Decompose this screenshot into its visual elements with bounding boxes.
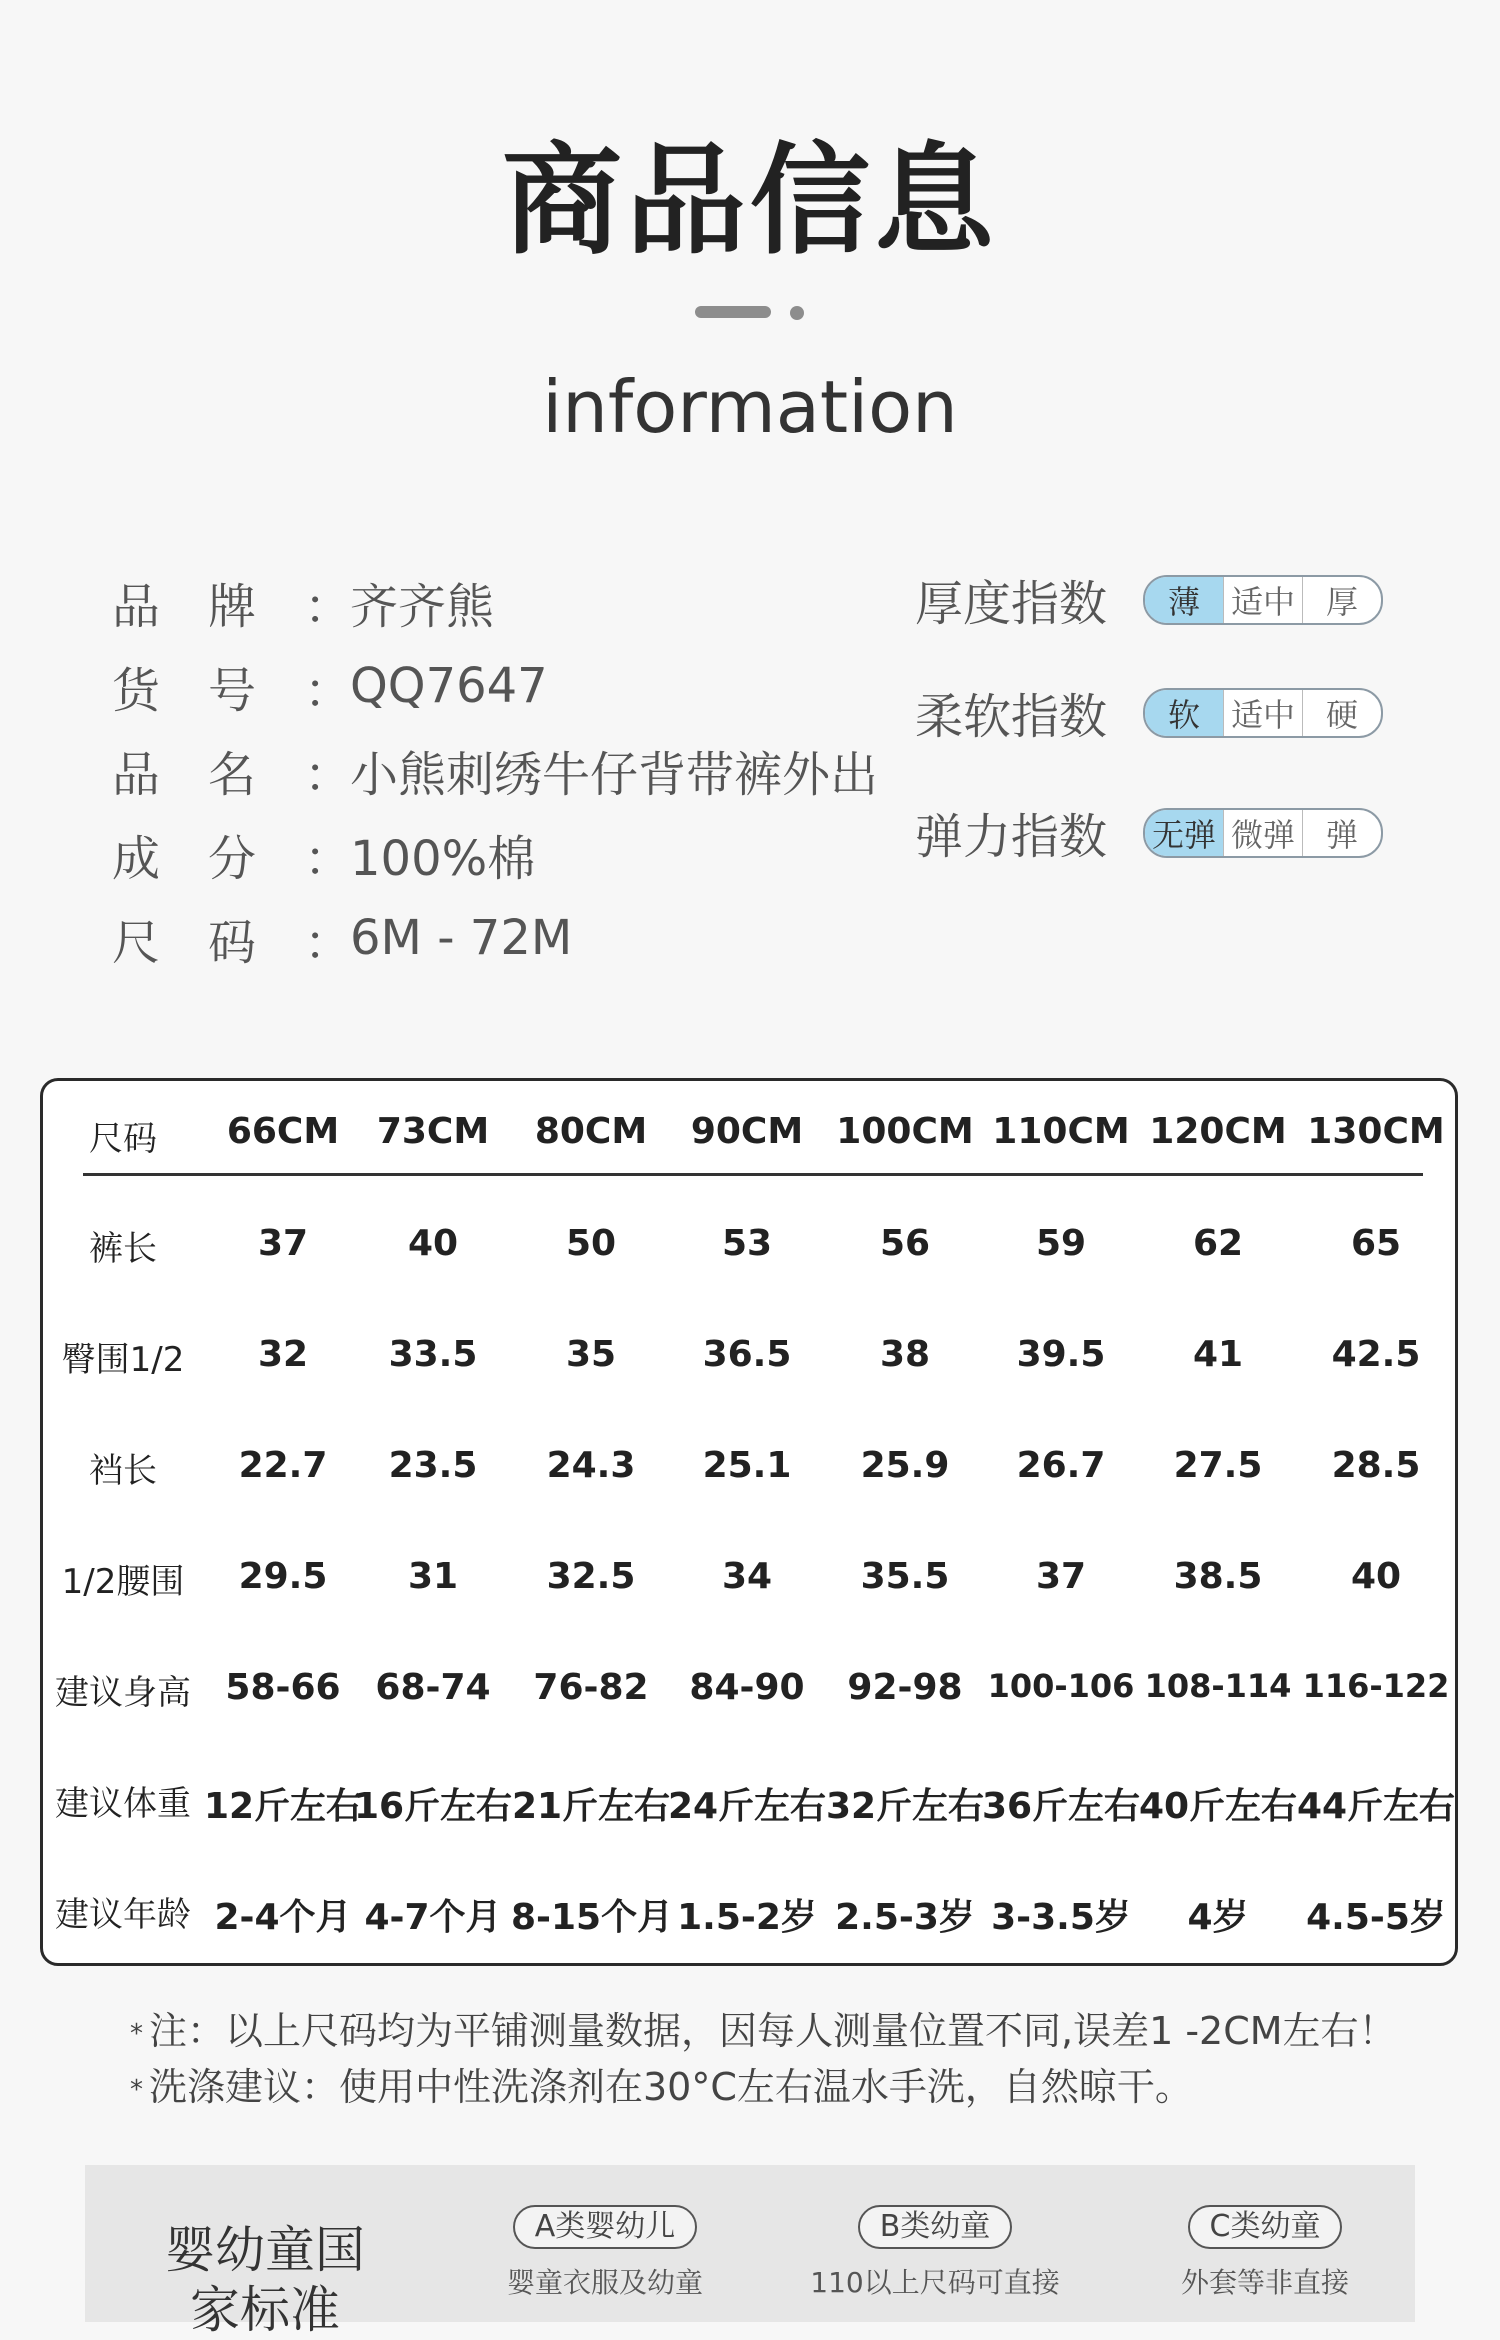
index-option: 适中 bbox=[1224, 690, 1303, 736]
index-option: 硬 bbox=[1325, 695, 1358, 734]
note-washing bbox=[130, 2056, 1397, 2112]
table-cell: 40 bbox=[407, 1223, 459, 1264]
info-key-char: 号 bbox=[208, 662, 257, 719]
table-cell: 53 bbox=[721, 1223, 773, 1264]
info-row-brand bbox=[112, 560, 878, 644]
table-column-header: 120CM bbox=[1149, 1111, 1287, 1152]
table-column-header: 110CM bbox=[992, 1111, 1130, 1152]
info-key-char: 尺 bbox=[112, 914, 161, 971]
table-cell: 4-7个月 bbox=[364, 1897, 502, 1938]
table-row-label: 裤长 bbox=[89, 1229, 157, 1269]
table-column-header: 80CM bbox=[534, 1111, 648, 1152]
index-label: 厚度指数 bbox=[915, 576, 1108, 632]
table-cell: 84-90 bbox=[689, 1667, 805, 1708]
category-desc: 婴童衣服及幼童 bbox=[506, 2266, 703, 2299]
table-cell: 28.5 bbox=[1331, 1445, 1421, 1486]
table-cell: 76-82 bbox=[533, 1667, 649, 1708]
note-text: 洗涤建议：使用中性洗涤剂在30°C左右温水手洗，自然晾干。 bbox=[149, 2065, 1193, 2109]
table-cell: 1.5-2岁 bbox=[677, 1897, 817, 1938]
table-row-label: 建议身高 bbox=[55, 1673, 191, 1713]
info-value: 6M - 72M bbox=[350, 910, 573, 966]
info-key-char: 成 bbox=[112, 830, 161, 887]
category-tag: A类婴幼儿 bbox=[513, 2205, 698, 2249]
table-cell: 4.5-5岁 bbox=[1306, 1897, 1446, 1938]
info-key-char: 品 bbox=[112, 746, 161, 803]
table-cell: 33.5 bbox=[388, 1334, 478, 1375]
divider-dash bbox=[695, 306, 771, 318]
info-key-char: 码 bbox=[208, 914, 257, 971]
index-label: 弹力指数 bbox=[915, 809, 1108, 865]
standard-category-c bbox=[1115, 2205, 1415, 2301]
table-cell: 36.5 bbox=[702, 1334, 792, 1375]
table-cell: 62 bbox=[1192, 1223, 1244, 1264]
index-option: 厚 bbox=[1325, 582, 1358, 621]
table-cell: 41 bbox=[1192, 1334, 1244, 1375]
bullet-icon: * bbox=[130, 2018, 143, 2049]
index-label: 柔软指数 bbox=[915, 689, 1108, 745]
table-cell: 2.5-3岁 bbox=[835, 1897, 975, 1938]
index-scale bbox=[1143, 808, 1383, 858]
index-option: 弹 bbox=[1325, 815, 1358, 854]
info-row-sku bbox=[112, 644, 878, 728]
table-cell: 68-74 bbox=[375, 1667, 491, 1708]
info-separator: ： bbox=[304, 662, 353, 719]
table-cell: 34 bbox=[721, 1556, 773, 1597]
note-text: 注：以上尺码均为平铺测量数据，因每人测量位置不同,误差1 -2CM左右！ bbox=[149, 2009, 1397, 2053]
table-cell: 56 bbox=[879, 1223, 931, 1264]
info-value: QQ7647 bbox=[350, 658, 548, 714]
table-cell: 29.5 bbox=[238, 1556, 328, 1597]
table-cell: 24斤左右 bbox=[667, 1786, 827, 1827]
info-key-char: 货 bbox=[112, 662, 161, 719]
table-cell: 40斤左右 bbox=[1138, 1786, 1298, 1827]
table-cell: 25.1 bbox=[702, 1445, 792, 1486]
page-title: 商品信息 bbox=[502, 132, 998, 271]
table-cell: 59 bbox=[1035, 1223, 1087, 1264]
note-measurement bbox=[130, 2000, 1397, 2056]
standard-category-b bbox=[785, 2205, 1085, 2301]
table-row-label: 裆长 bbox=[89, 1451, 157, 1491]
info-key-char: 名 bbox=[208, 746, 257, 803]
table-cell: 38.5 bbox=[1173, 1556, 1263, 1597]
table-cell: 92-98 bbox=[847, 1667, 963, 1708]
table-cell: 44斤左右 bbox=[1296, 1786, 1456, 1827]
table-column-header: 73CM bbox=[376, 1111, 490, 1152]
divider-dot bbox=[790, 306, 804, 320]
bullet-icon: * bbox=[130, 2074, 143, 2105]
table-cell: 37 bbox=[1035, 1556, 1087, 1597]
table-cell: 50 bbox=[565, 1223, 617, 1264]
table-cell: 32 bbox=[257, 1334, 309, 1375]
index-scale bbox=[1143, 575, 1383, 625]
info-separator: ： bbox=[304, 746, 353, 803]
table-cell: 39.5 bbox=[1016, 1334, 1106, 1375]
table-cell: 21斤左右 bbox=[511, 1786, 671, 1827]
table-column-header: 130CM bbox=[1307, 1111, 1445, 1152]
category-desc: 外套等非直接 bbox=[1180, 2266, 1349, 2299]
table-row-label: 建议年龄 bbox=[55, 1895, 191, 1935]
table-cell: 65 bbox=[1350, 1223, 1402, 1264]
header-divider bbox=[83, 1173, 1423, 1176]
table-cell: 27.5 bbox=[1173, 1445, 1263, 1486]
table-cell: 31 bbox=[407, 1556, 459, 1597]
table-row-label: 臀围1/2 bbox=[61, 1340, 185, 1380]
table-column-header: 90CM bbox=[690, 1111, 804, 1152]
info-separator: ： bbox=[304, 914, 353, 971]
info-value: 齐齐熊 bbox=[350, 578, 495, 635]
table-row-label: 1/2腰围 bbox=[61, 1562, 185, 1602]
info-key-char: 牌 bbox=[208, 578, 257, 635]
table-cell: 32.5 bbox=[546, 1556, 636, 1597]
standard-category-a bbox=[455, 2205, 755, 2301]
standard-title: 婴幼童国家标准 bbox=[165, 2221, 365, 2339]
info-separator: ： bbox=[304, 830, 353, 887]
table-cell: 32斤左右 bbox=[825, 1786, 985, 1827]
table-cell: 4岁 bbox=[1187, 1897, 1249, 1938]
index-row-softness bbox=[915, 678, 1383, 747]
table-cell: 108-114 bbox=[1144, 1667, 1292, 1705]
category-tag: C类幼童 bbox=[1188, 2205, 1343, 2249]
table-cell: 35.5 bbox=[860, 1556, 950, 1597]
table-cell: 100-106 bbox=[987, 1667, 1135, 1705]
table-cell: 12斤左右 bbox=[203, 1786, 363, 1827]
info-row-size bbox=[112, 896, 878, 980]
table-cell: 23.5 bbox=[388, 1445, 478, 1486]
info-row-material bbox=[112, 812, 878, 896]
table-cell: 24.3 bbox=[546, 1445, 636, 1486]
info-row-name bbox=[112, 728, 878, 812]
table-cell: 22.7 bbox=[238, 1445, 328, 1486]
index-option: 微弹 bbox=[1224, 810, 1303, 856]
table-cell: 2-4个月 bbox=[214, 1897, 352, 1938]
size-table bbox=[40, 1078, 1458, 1966]
table-cell: 116-122 bbox=[1302, 1667, 1450, 1705]
table-column-header: 66CM bbox=[226, 1111, 340, 1152]
page-subtitle: information bbox=[542, 365, 958, 449]
table-cell: 37 bbox=[257, 1223, 309, 1264]
index-option: 薄 bbox=[1145, 577, 1224, 623]
index-option: 无弹 bbox=[1145, 810, 1224, 856]
title-divider bbox=[0, 306, 1500, 326]
notes bbox=[130, 2000, 1397, 2112]
index-option: 适中 bbox=[1224, 577, 1303, 623]
info-separator: ： bbox=[304, 578, 353, 635]
table-cell: 25.9 bbox=[860, 1445, 950, 1486]
index-row-elasticity bbox=[915, 798, 1383, 867]
table-cell: 36斤左右 bbox=[981, 1786, 1141, 1827]
table-cell: 8-15个月 bbox=[511, 1897, 674, 1938]
standard-panel bbox=[85, 2165, 1415, 2339]
info-key-char: 分 bbox=[208, 830, 257, 887]
table-cell: 38 bbox=[879, 1334, 931, 1375]
table-cell: 3-3.5岁 bbox=[991, 1897, 1131, 1938]
table-cell: 26.7 bbox=[1016, 1445, 1106, 1486]
index-row-thickness bbox=[915, 565, 1383, 634]
table-row-label: 建议体重 bbox=[55, 1784, 191, 1824]
info-key-char: 品 bbox=[112, 578, 161, 635]
table-cell: 42.5 bbox=[1331, 1334, 1421, 1375]
product-info bbox=[112, 560, 878, 980]
table-header-label: 尺码 bbox=[89, 1119, 157, 1159]
table-column-header: 100CM bbox=[836, 1111, 974, 1152]
table-cell: 58-66 bbox=[225, 1667, 341, 1708]
category-tag: B类幼童 bbox=[858, 2205, 1013, 2249]
index-scale bbox=[1143, 688, 1383, 738]
category-desc: 110以上尺码可直接 bbox=[810, 2266, 1060, 2299]
table-cell: 40 bbox=[1350, 1556, 1402, 1597]
info-value: 小熊刺绣牛仔背带裤外出 bbox=[350, 746, 879, 803]
index-option: 软 bbox=[1145, 690, 1224, 736]
table-cell: 35 bbox=[565, 1334, 617, 1375]
info-value: 100%棉 bbox=[350, 830, 536, 887]
table-cell: 16斤左右 bbox=[353, 1786, 513, 1827]
